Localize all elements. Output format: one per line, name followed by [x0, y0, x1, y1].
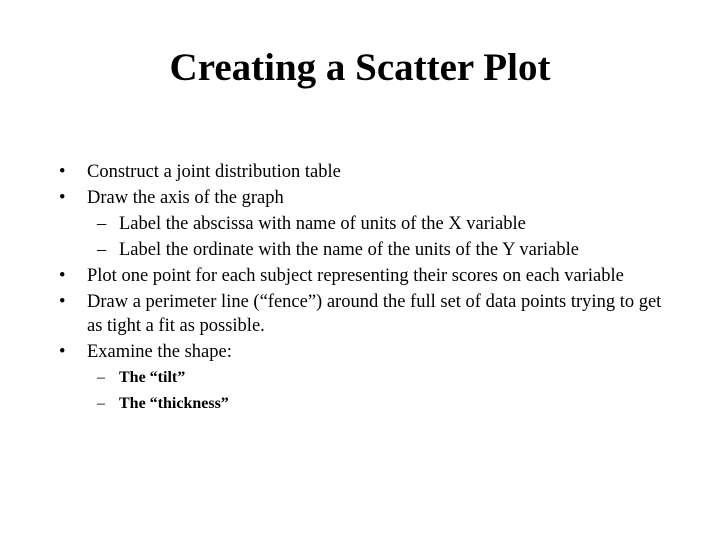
bullet-item	[57, 186, 677, 210]
bullet-text: Draw the axis of the graph	[87, 188, 284, 208]
bullet-text: Construct a joint distribution table	[87, 162, 341, 182]
sub-bullet-text: The “thickness”	[119, 395, 229, 412]
dash-marker: –	[97, 369, 105, 386]
dash-marker: –	[97, 240, 107, 260]
sub-bullet-item	[57, 392, 677, 416]
bullet-item	[57, 264, 677, 288]
bullet-item	[57, 290, 677, 338]
bullet-marker: •	[59, 188, 66, 208]
bullet-text: Examine the shape:	[87, 342, 232, 362]
slide-title: Creating a Scatter Plot	[169, 46, 551, 89]
dash-marker: –	[97, 214, 107, 234]
bullet-marker: •	[59, 292, 66, 312]
sub-bullet-item	[57, 212, 677, 236]
bullet-marker: •	[59, 162, 66, 182]
bullet-item	[57, 340, 677, 364]
sub-bullet-text: Label the abscissa with name of units of the X variable	[119, 214, 526, 234]
sub-bullet-text: Label the ordinate with the name of the units of the Y variable	[119, 240, 579, 260]
bullet-text: Plot one point for each subject representing their scores on each variable	[87, 266, 624, 286]
bullet-text: Draw a perimeter line (“fence”) around the full set of data points trying to get as tight a fit as possible.	[87, 292, 662, 336]
sub-bullet-item	[57, 238, 677, 262]
bullet-list	[57, 160, 677, 418]
bullet-marker: •	[59, 342, 66, 362]
sub-bullet-item	[57, 366, 677, 390]
sub-bullet-text: The “tilt”	[119, 369, 186, 386]
bullet-item	[57, 160, 677, 184]
dash-marker: –	[97, 395, 105, 412]
bullet-marker: •	[59, 266, 66, 286]
